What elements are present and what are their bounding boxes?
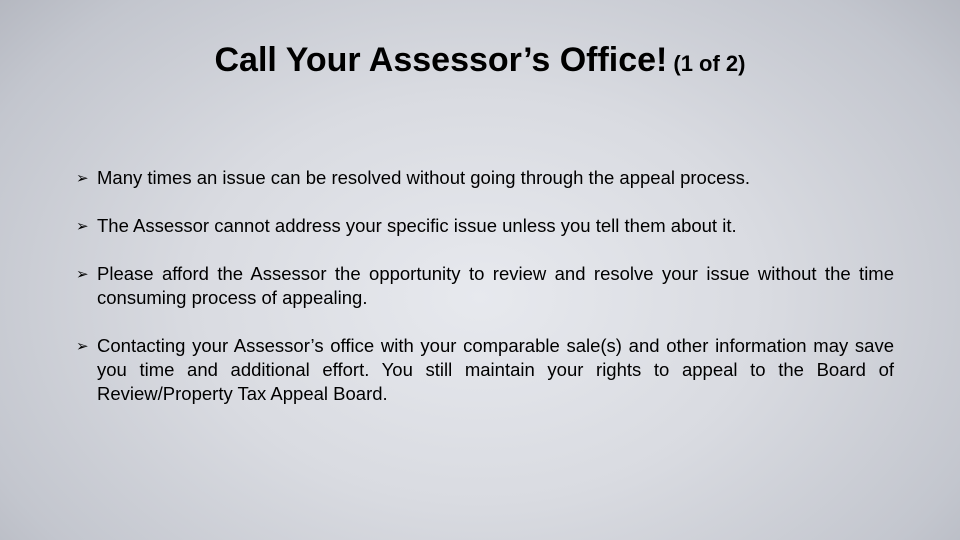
bullet-item xyxy=(76,166,894,190)
arrow-bullet-icon: ➢ xyxy=(76,265,89,283)
bullet-text: Contacting your Assessor’s office with your comparable sale(s) and other information may save you time and additional effort. You still maintain your rights to appeal to the Board of Review/Property Tax Appeal Board. xyxy=(97,335,894,404)
bullet-item xyxy=(76,262,894,310)
bullet-text: Please afford the Assessor the opportunity to review and resolve your issue without the time consuming process of appealing. xyxy=(97,263,894,308)
arrow-bullet-icon: ➢ xyxy=(76,337,89,355)
bullet-list xyxy=(76,166,894,406)
title-page-indicator: (1 of 2) xyxy=(673,51,746,76)
arrow-bullet-icon: ➢ xyxy=(76,217,89,235)
bullet-item xyxy=(76,334,894,406)
bullet-text: Many times an issue can be resolved without going through the appeal process. xyxy=(97,167,751,188)
slide-title xyxy=(0,38,960,86)
title-main-text: Call Your Assessor’s Office! xyxy=(214,41,668,79)
arrow-bullet-icon: ➢ xyxy=(76,169,89,187)
bullet-item xyxy=(76,214,894,238)
bullet-text: The Assessor cannot address your specific issue unless you tell them about it. xyxy=(97,215,737,236)
